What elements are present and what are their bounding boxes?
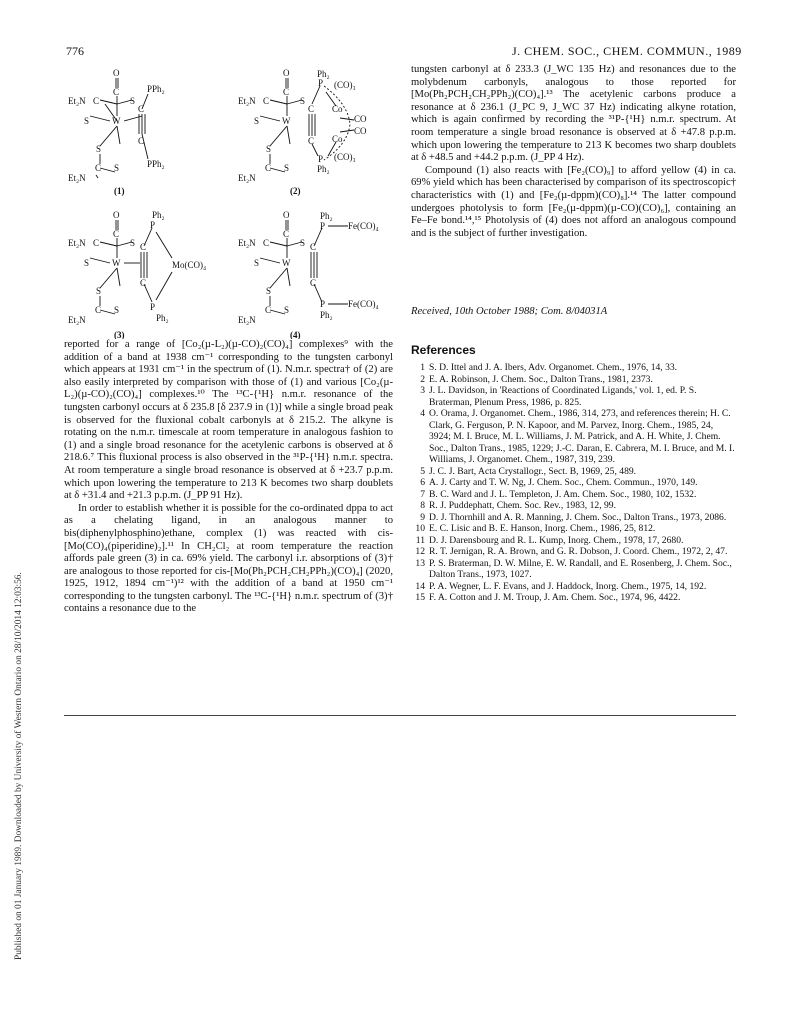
- structure-3-atoms: [68, 210, 206, 339]
- reference-text: B. C. Ward and J. L. Templeton, J. Am. Chem. Soc., 1980, 102, 1532.: [429, 488, 697, 500]
- atom-co: Co: [332, 134, 343, 144]
- atom-p: P: [320, 221, 326, 231]
- reference-text: E. C. Lisic and B. E. Hanson, Inorg. Chem., 1986, 25, 812.: [429, 523, 656, 534]
- reference-text: O. Orama, J. Organomet. Chem., 1986, 314, 273, and references therein; H. C. Clark, G. Ferguson, P. N. Kapoor, and M. Parvez, Inorg. Chem., 1985, 24, 3924; M. I. Bruce, M. L. Williams, J. M. Patrick, and A. H. White, J. Chem. Soc., Dalton Trans., 1985, 1229; J.-C. Daran, E. Cabrera, M. I. Bruce, and M. I. Williams, J. Organomet. Chem., 1987, 319, 239.: [429, 408, 735, 465]
- reference-text: P. A. Wegner, L. F. Evans, and J. Haddock, Inorg. Chem., 1975, 14, 192.: [429, 580, 707, 592]
- reference-item: [411, 408, 736, 466]
- reference-number: 12: [415, 546, 425, 557]
- reference-number: 2: [420, 373, 425, 385]
- reference-item: [411, 500, 736, 512]
- reference-text: D. J. Darensbourg and R. L. Kump, Inorg. Chem., 1978, 17, 2680.: [429, 534, 684, 546]
- left-column: [64, 339, 393, 616]
- atom-w: W: [282, 258, 291, 268]
- structure-3: [90, 220, 172, 314]
- reference-item: [411, 592, 736, 604]
- atom-et2n: Et₂N: [68, 96, 86, 106]
- atom-c: C: [308, 136, 315, 146]
- atom-p: P: [318, 154, 324, 164]
- label-4: (4): [290, 330, 301, 339]
- label-3: (3): [114, 330, 125, 339]
- references-heading: References: [411, 343, 476, 357]
- atom-ph2: Ph₂: [317, 164, 330, 174]
- reference-item: [411, 466, 736, 478]
- atom-s: S: [96, 144, 102, 154]
- atom-c: C: [95, 305, 102, 315]
- atom-o: O: [113, 210, 120, 220]
- atom-c: C: [113, 229, 120, 239]
- atom-ph2: Ph₂: [320, 211, 333, 221]
- atom-pph2: PPh₂: [147, 159, 165, 169]
- reference-number: 6: [420, 477, 425, 488]
- atom-s: S: [96, 286, 102, 296]
- atom-c: C: [310, 278, 317, 288]
- reference-text: S. D. Ittel and J. A. Ibers, Adv. Organomet. Chem., 1976, 14, 33.: [429, 362, 678, 373]
- atom-s: S: [266, 286, 272, 296]
- atom-o: O: [283, 210, 290, 220]
- atom-w: W: [112, 258, 121, 268]
- atom-o: O: [283, 68, 290, 78]
- journal-header: J. CHEM. SOC., CHEM. COMMUN., 1989: [512, 44, 742, 58]
- reference-text: R. T. Jernigan, R. A. Brown, and G. R. Dobson, J. Coord. Chem., 1972, 2, 47.: [429, 546, 728, 557]
- iron-carbonyl: Fe(CO)₄: [348, 221, 379, 231]
- atom-ph2: Ph₂: [156, 313, 169, 323]
- label-2: (2): [290, 186, 301, 196]
- reference-number: 1: [420, 362, 425, 373]
- structure-drawings: [60, 64, 410, 339]
- download-notice-text: Published on 01 January 1989. Downloaded by University of Western Ontario on 28/10/2014 12:03:56.: [14, 572, 24, 960]
- atom-s: S: [266, 144, 272, 154]
- atom-c: C: [265, 305, 272, 315]
- reference-text: D. J. Thornhill and A. R. Manning, J. Chem. Soc., Dalton Trans., 1973, 2086.: [429, 511, 727, 523]
- paragraph: In order to establish whether it is possible for the co-ordinated dppa to act as a chelating ligand, in an analogous manner to bis(diphenylphosphino)ethane, complex (1) was reacted with cis-[Mo(CO)₄(piperidine)₂].¹¹ In CH₂Cl₂ at room temperature the reaction affords pale green (3) in ca. 69% yield. The carbonyl i.r. absorptions of (3)† are analogous to those reported for cis-[Mo(Ph₂PCH₂CH₂PPh₂)(CO)₄] (2020, 1925, 1912, 1894 cm⁻¹)¹² with the addition of a band at 1950 cm⁻¹ corresponding to the tungsten carbonyl. The ¹³C-{¹H} n.m.r. spectrum of (3)† contains a resonance due to the: [64, 502, 393, 615]
- received-line: Received, 10th October 1988; Com. 8/04031A: [411, 306, 608, 317]
- molybdenum-center: Mo(CO)₄: [172, 260, 207, 270]
- atom-c: C: [263, 96, 270, 106]
- atom-et2n: Et₂N: [238, 96, 256, 106]
- atom-ph2: Ph₂: [320, 310, 333, 320]
- atom-s: S: [284, 163, 290, 173]
- reference-item: [411, 477, 736, 489]
- reference-item: [411, 362, 736, 374]
- reference-item: [411, 546, 736, 558]
- atom-p: P: [150, 220, 156, 230]
- download-notice: [2, 100, 24, 960]
- reference-text: J. C. J. Bart, Acta Crystallogr., Sect. B, 1969, 25, 489.: [429, 465, 637, 477]
- reference-item: [411, 523, 736, 535]
- atom-s: S: [84, 116, 90, 126]
- atom-c: C: [138, 104, 145, 114]
- atom-s: S: [114, 305, 120, 315]
- atom-et2n: Et₂N: [238, 315, 256, 325]
- reference-number: 15: [415, 592, 425, 603]
- atom-c: C: [93, 238, 100, 248]
- reference-number: 14: [415, 580, 425, 592]
- atom-p: P: [320, 299, 326, 309]
- reference-item: [411, 489, 736, 501]
- atom-s: S: [84, 258, 90, 268]
- paragraph: tungsten carbonyl at δ 233.3 (J_WC 135 Hz) and resonances due to the molybdenum carbonyls, analogous to those reported for [Mo(Ph₂PCH₂CH₂PPh₂)(CO)₄].¹³ The acetylenic carbons produce a resonance at δ 236.1 (J_PC 9, J_WC 37 Hz) indicating alkyne rotation, which is again confirmed by recording the ³¹P-{¹H} n.m.r. spectrum. At room temperature a single broad resonance is observed at δ +47.8 p.p.m. which upon lowering the temperature to 213 K becomes two sharp doublets at δ +48.5 and +44.2 p.p.m. (J_PP 4 Hz).: [411, 64, 736, 164]
- atom-et2n: Et₂N: [238, 238, 256, 248]
- label-1: (1): [114, 186, 125, 196]
- atom-s: S: [254, 116, 260, 126]
- reference-text: J. L. Davidson, in 'Reactions of Coordinated Ligands,' vol. 1, ed. P. S. Braterman, Plenum Press, 1986, p. 825.: [429, 385, 697, 408]
- structure-4: [260, 220, 348, 314]
- atom-ph2: Ph₂: [317, 69, 330, 79]
- reference-text: A. J. Carty and T. W. Ng, J. Chem. Soc., Chem. Commun., 1970, 149.: [429, 477, 698, 488]
- reference-number: 8: [420, 500, 425, 511]
- structure-1-atoms: [68, 68, 165, 196]
- atom-c: C: [138, 136, 145, 146]
- atom-o: O: [113, 68, 120, 78]
- reference-number: 4: [420, 408, 425, 419]
- reference-item: [411, 374, 736, 386]
- atom-s: S: [130, 238, 136, 248]
- co-ligands: (CO)₃: [334, 152, 356, 162]
- atom-et2n: Et₂N: [68, 238, 86, 248]
- atom-s: S: [284, 305, 290, 315]
- atom-p: P: [150, 302, 156, 312]
- structure-figure: [60, 64, 410, 339]
- reference-number: 5: [420, 465, 425, 477]
- paragraph: reported for a range of [Co₂(µ-L₂)(µ-CO)₂(CO)₄] complexes⁹ with the addition of a band at 1938 cm⁻¹ corresponding to the tungsten carbonyl which appears at 1931 cm⁻¹ in the spectrum of (1). N.m.r. spectra† of (2) are also easily interpreted by comparison with those of (1) and various [Co₂(µ-L₂)(µ-CO)₂(CO)₄] complexes.¹⁰ The ¹³C-{¹H} n.m.r. resonance of the tungsten carbonyl occurs at δ 235.8 [δ 237.9 in (1)] while a single broad peak is observed for the fluxional cobalt carbonyls at δ 215.2. The alkyne is rotating on the n.m.r. timescale at room temperature in analogous fashion to (1) and a single broad resonance for the acetylenic carbons is observed at δ 218.6.⁷ This fluxional process is also observed in the ³¹P-{¹H} n.m.r. spectra. At room temperature a single broad resonance is observed at δ +23.7 p.p.m. which upon lowering the temperature to 213 K becomes two sharp doublets at δ +31.4 and +21.3 p.p.m. (J_PP 91 Hz).: [64, 339, 393, 502]
- atom-co: Co: [332, 104, 343, 114]
- atom-p: P: [318, 78, 324, 88]
- reference-item: [411, 558, 736, 581]
- atom-c: C: [263, 238, 270, 248]
- atom-s: S: [130, 96, 136, 106]
- structure-4-atoms: [238, 210, 379, 339]
- reference-text: E. A. Robinson, J. Chem. Soc., Dalton Trans., 1981, 2373.: [429, 373, 653, 385]
- atom-s: S: [300, 238, 306, 248]
- structure-2-atoms: [238, 68, 367, 196]
- reference-item: [411, 512, 736, 524]
- paragraph: Compound (1) also reacts with [Fe₂(CO)₉] to afford yellow (4) in ca. 69% yield which has been characterised by comparison of its spectroscopic† characteristics with (1) and [Fe₂(µ-dppm)(CO)₈].¹⁴ The latter compound undergoes photolysis to form [Fe₂(µ-dppm)(µ-CO)(CO)₆], containing an Fe–Fe bond.¹⁴,¹⁵ Photolysis of (4) does not afford an analogous compound and is the subject of further investigation.: [411, 164, 736, 239]
- reference-number: 9: [420, 511, 425, 523]
- reference-text: R. J. Puddephatt, Chem. Soc. Rev., 1983, 12, 99.: [429, 500, 616, 511]
- atom-c: C: [308, 104, 315, 114]
- reference-text: F. A. Cotton and J. M. Troup, J. Am. Chem. Soc., 1974, 96, 4422.: [429, 592, 681, 603]
- atom-s: S: [114, 163, 120, 173]
- page-number: 776: [66, 44, 84, 58]
- co-ligand: CO: [354, 114, 367, 124]
- atom-c: C: [140, 278, 147, 288]
- atom-c: C: [265, 163, 272, 173]
- reference-number: 7: [420, 488, 425, 500]
- reference-number: 10: [415, 523, 425, 534]
- right-column: [411, 64, 736, 240]
- atom-w: W: [282, 116, 291, 126]
- reference-item: [411, 385, 736, 408]
- reference-number: 13: [415, 557, 425, 569]
- reference-item: [411, 535, 736, 547]
- atom-c: C: [95, 163, 102, 173]
- atom-s: S: [254, 258, 260, 268]
- co-ligand: CO: [354, 126, 367, 136]
- atom-c: C: [93, 96, 100, 106]
- atom-c: C: [140, 242, 147, 252]
- reference-number: 3: [420, 385, 425, 396]
- reference-number: 11: [415, 534, 425, 546]
- atom-w: W: [112, 116, 121, 126]
- atom-c: C: [283, 87, 290, 97]
- atom-c: C: [310, 242, 317, 252]
- atom-c: C: [113, 87, 120, 97]
- co-ligands: (CO)₃: [334, 80, 356, 90]
- atom-c: C: [283, 229, 290, 239]
- bottom-rule: [64, 715, 736, 716]
- reference-item: [411, 581, 736, 593]
- atom-et2n: Et₂N: [68, 315, 86, 325]
- atom-et2n: Et₂N: [238, 173, 256, 183]
- atom-s: S: [300, 96, 306, 106]
- reference-list: [411, 362, 736, 604]
- atom-ph2: Ph₂: [152, 210, 165, 220]
- atom-et2n: Et₂N: [68, 173, 86, 183]
- iron-carbonyl: Fe(CO)₄: [348, 299, 379, 309]
- atom-pph2: PPh₂: [147, 84, 165, 94]
- reference-text: P. S. Braterman, D. W. Milne, E. W. Randall, and E. Rosenberg, J. Chem. Soc., Dalton Trans., 1973, 1027.: [429, 557, 732, 580]
